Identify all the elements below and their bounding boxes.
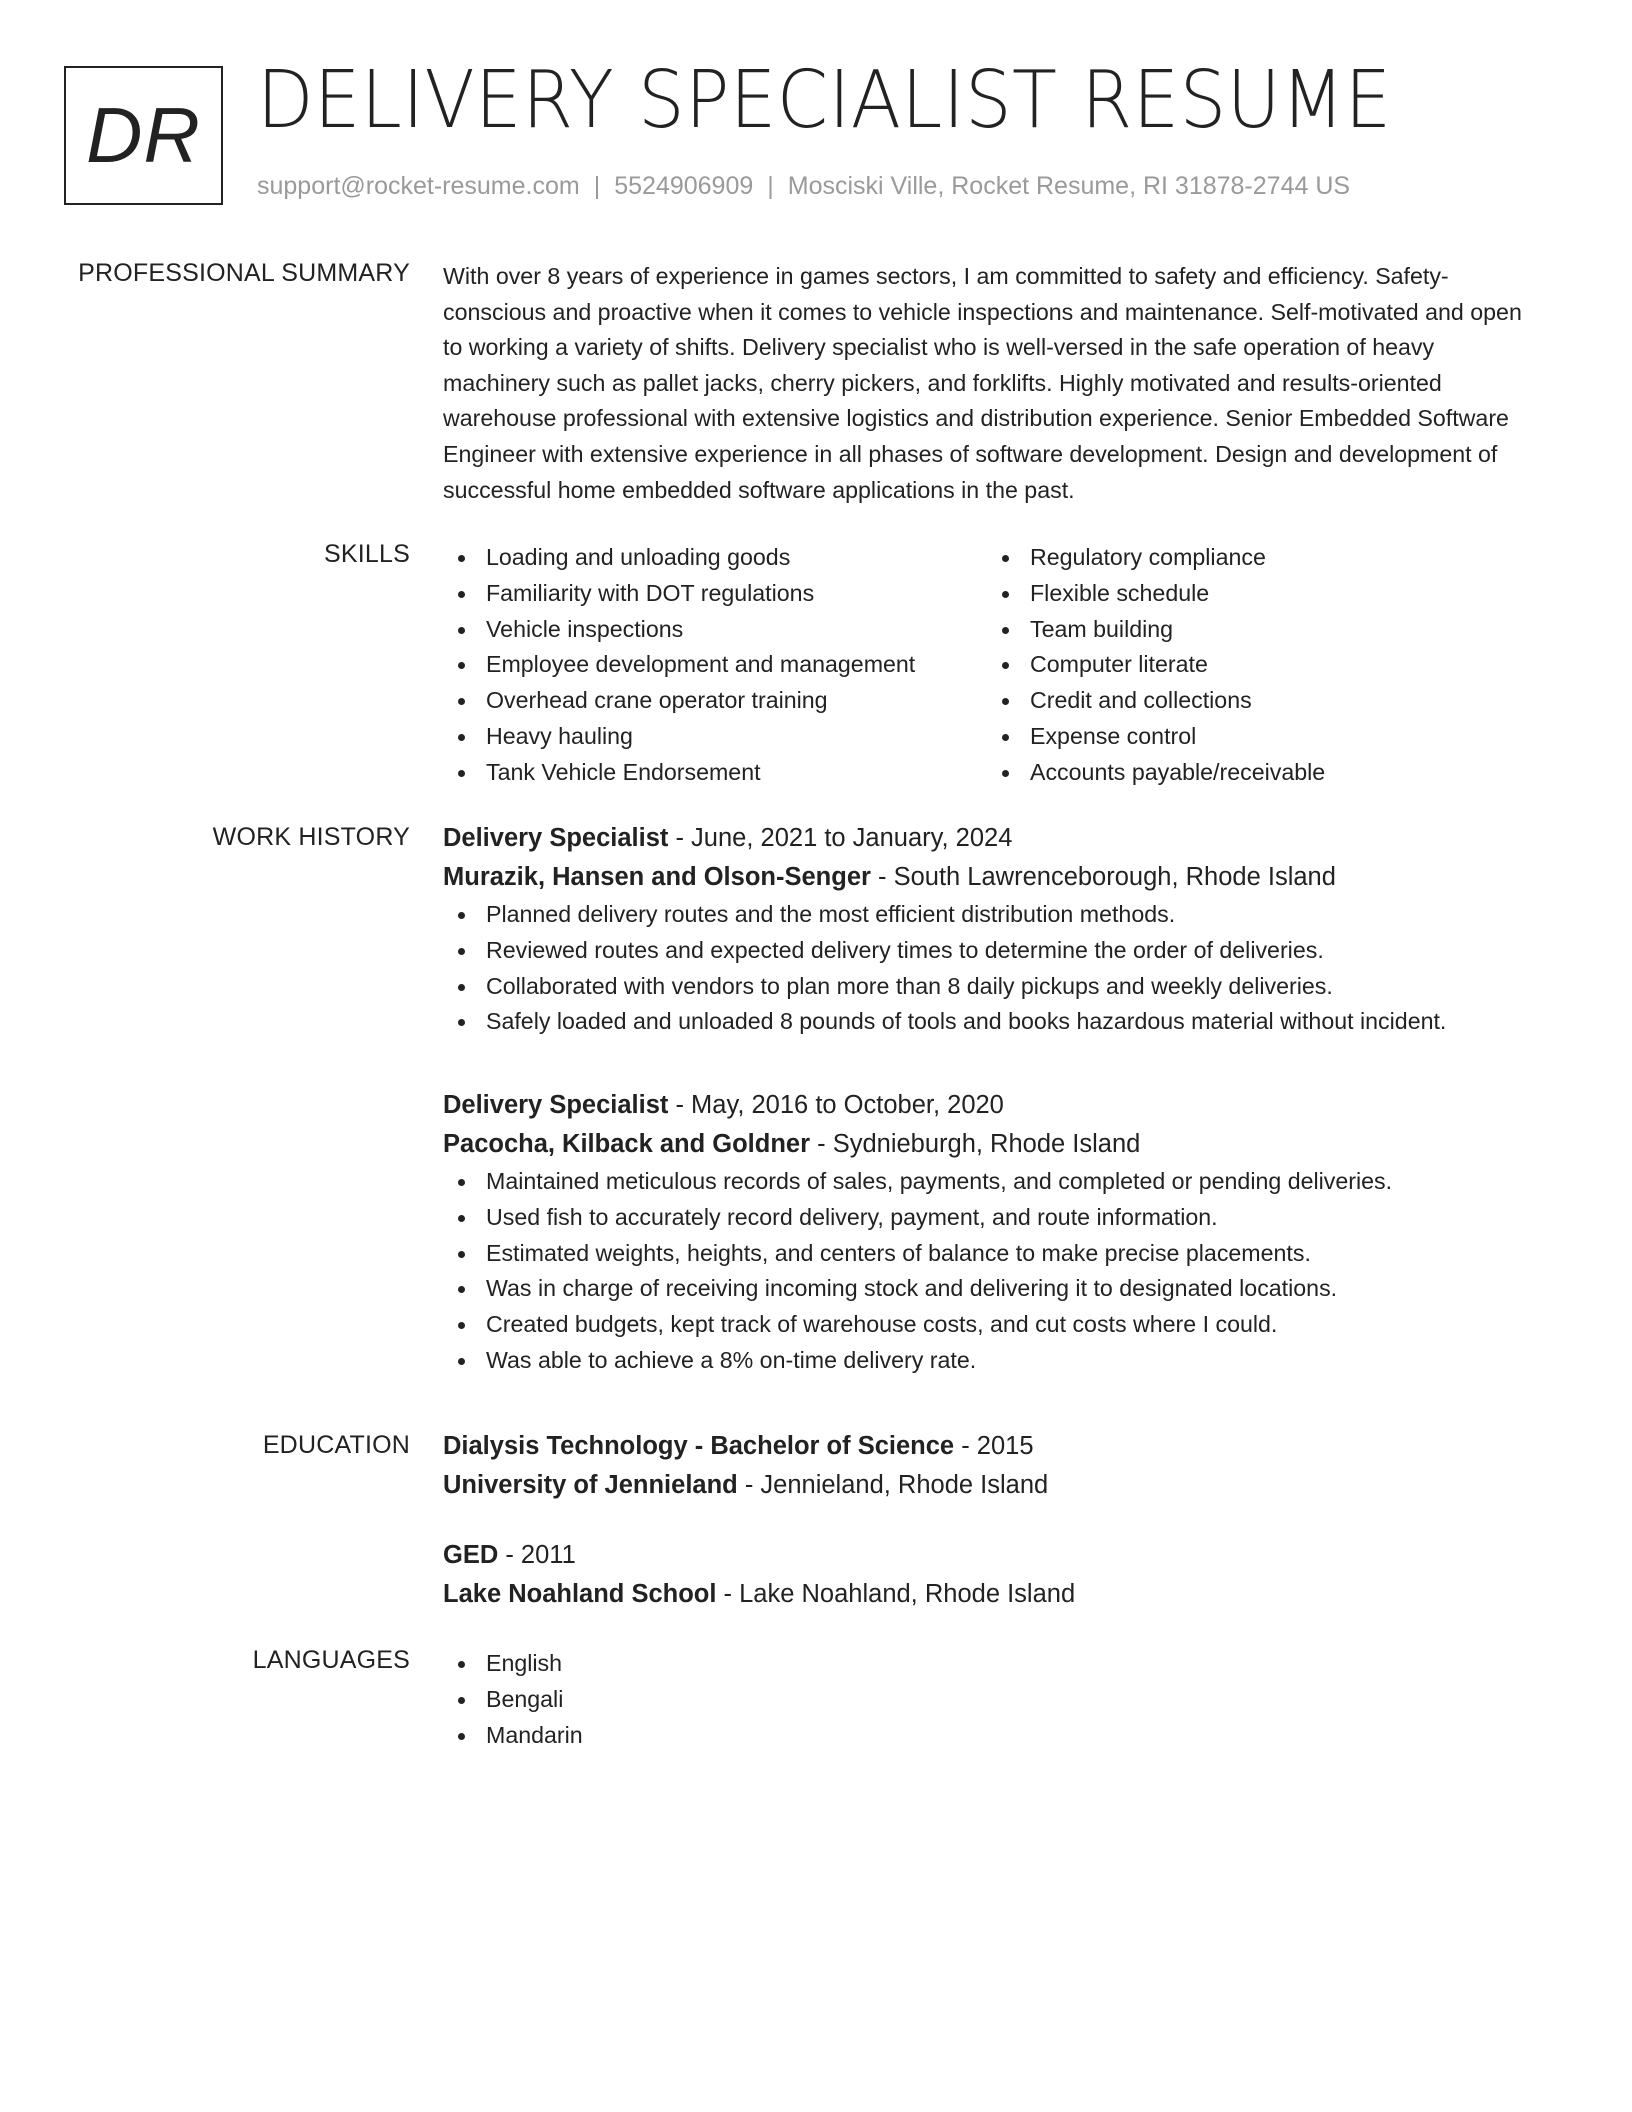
- education-school-line: [443, 1466, 1543, 1505]
- job-bullet: Was in charge of receiving incoming stock and delivering it to designated locations.: [443, 1271, 1543, 1307]
- education-year: - 2015: [954, 1432, 1034, 1460]
- language-item: Mandarin: [443, 1718, 1543, 1754]
- job-title: Delivery Specialist: [443, 1091, 669, 1119]
- education-year: - 2011: [498, 1541, 576, 1569]
- skill-item: Familiarity with DOT regulations: [443, 576, 987, 612]
- job-company: Pacocha, Kilback and Goldner: [443, 1130, 811, 1158]
- skill-item: Computer literate: [987, 647, 1325, 683]
- job-company-line: [443, 858, 1543, 897]
- languages-label: LANGUAGES: [252, 1646, 410, 1674]
- skill-item: Overhead crane operator training: [443, 683, 987, 719]
- job-dates: - May, 2016 to October, 2020: [668, 1091, 1004, 1119]
- monogram-initials: DR: [86, 91, 201, 179]
- contact-email: support@rocket-resume.com: [257, 172, 580, 200]
- education-degree-line: [443, 1427, 1543, 1466]
- contact-separator: |: [593, 172, 601, 200]
- skill-item: Employee development and management: [443, 647, 987, 683]
- job-bullet: Used fish to accurately record delivery, payment, and route information.: [443, 1200, 1543, 1236]
- education-label: EDUCATION: [262, 1431, 410, 1459]
- education-degree-line: [443, 1536, 1543, 1575]
- job-entry: [443, 819, 1543, 1040]
- monogram-box: [64, 66, 223, 205]
- job-title: Delivery Specialist: [443, 824, 669, 852]
- skill-item: Team building: [987, 612, 1325, 648]
- job-dates: - June, 2021 to January, 2024: [668, 824, 1013, 852]
- contact-line: [257, 172, 1350, 201]
- job-location: - Sydnieburgh, Rhode Island: [810, 1130, 1141, 1158]
- job-company-line: [443, 1125, 1543, 1164]
- skill-item: Regulatory compliance: [987, 540, 1325, 576]
- summary-text: With over 8 years of experience in games sectors, I am committed to safety and efficiency. Safety-conscious and proactive when it comes to vehicle inspections and maintenance. Self-motivated and open to working a variety of shifts. Delivery specialist who is well-versed in the safe operation of heavy machinery such as pallet jacks, cherry pickers, and forklifts. Highly motivated and results-oriented warehouse professional with extensive logistics and distribution experience. Senior Embedded Software Engineer with extensive experience in all phases of software development. Design and development of successful home embedded software applications in the past.: [443, 263, 1522, 503]
- job-title-line: [443, 1086, 1543, 1125]
- skill-item: Accounts payable/receivable: [987, 755, 1325, 791]
- education-location: - Jennieland, Rhode Island: [737, 1471, 1049, 1499]
- education-school-line: [443, 1575, 1543, 1614]
- job-bullet: Estimated weights, heights, and centers of balance to make precise placements.: [443, 1236, 1543, 1272]
- resume-title: DELIVERY SPECIALIST RESUME: [257, 54, 1392, 146]
- job-entry: [443, 1086, 1543, 1379]
- education-school: University of Jennieland: [443, 1471, 738, 1499]
- job-bullet: Maintained meticulous records of sales, payments, and completed or pending deliveries.: [443, 1164, 1543, 1200]
- contact-separator: |: [767, 172, 774, 200]
- job-bullets: [443, 1164, 1543, 1379]
- job-bullet: Was able to achieve a 8% on-time delivery rate.: [443, 1343, 1543, 1379]
- education-school: Lake Noahland School: [443, 1580, 717, 1608]
- skills-label: SKILLS: [324, 540, 410, 568]
- languages-list: [443, 1646, 1543, 1753]
- skill-item: Flexible schedule: [987, 576, 1325, 612]
- job-company: Murazik, Hansen and Olson-Senger: [443, 863, 871, 891]
- education-degree: Dialysis Technology - Bachelor of Science: [443, 1432, 955, 1460]
- skills-list-right: [987, 540, 1325, 791]
- skill-item: Vehicle inspections: [443, 612, 987, 648]
- skills-list-left: [443, 540, 987, 791]
- language-item: Bengali: [443, 1682, 1543, 1718]
- job-location: - South Lawrenceborough, Rhode Island: [870, 863, 1336, 891]
- contact-phone: 5524906909: [614, 172, 754, 200]
- work-history-label: WORK HISTORY: [212, 823, 410, 851]
- education-entry: [443, 1536, 1543, 1614]
- job-bullet: Created budgets, kept track of warehouse costs, and cut costs where I could.: [443, 1307, 1543, 1343]
- job-title-line: [443, 819, 1543, 858]
- education-degree: GED: [443, 1541, 499, 1569]
- language-item: English: [443, 1646, 1543, 1682]
- skill-item: Loading and unloading goods: [443, 540, 987, 576]
- education-location: - Lake Noahland, Rhode Island: [716, 1580, 1076, 1608]
- skill-item: Tank Vehicle Endorsement: [443, 755, 987, 791]
- summary-label: PROFESSIONAL SUMMARY: [78, 259, 410, 287]
- contact-address: Mosciski Ville, Rocket Resume, RI 31878-2744 US: [787, 172, 1351, 200]
- skill-item: Expense control: [987, 719, 1325, 755]
- skill-item: Credit and collections: [987, 683, 1325, 719]
- job-bullet: Safely loaded and unloaded 8 pounds of tools and books hazardous material without incident.: [443, 1004, 1543, 1040]
- job-bullet: Planned delivery routes and the most efficient distribution methods.: [443, 897, 1543, 933]
- education-entry: [443, 1427, 1543, 1505]
- skill-item: Heavy hauling: [443, 719, 987, 755]
- job-bullets: [443, 897, 1543, 1040]
- job-bullet: Collaborated with vendors to plan more than 8 daily pickups and weekly deliveries.: [443, 969, 1543, 1005]
- job-bullet: Reviewed routes and expected delivery times to determine the order of deliveries.: [443, 933, 1543, 969]
